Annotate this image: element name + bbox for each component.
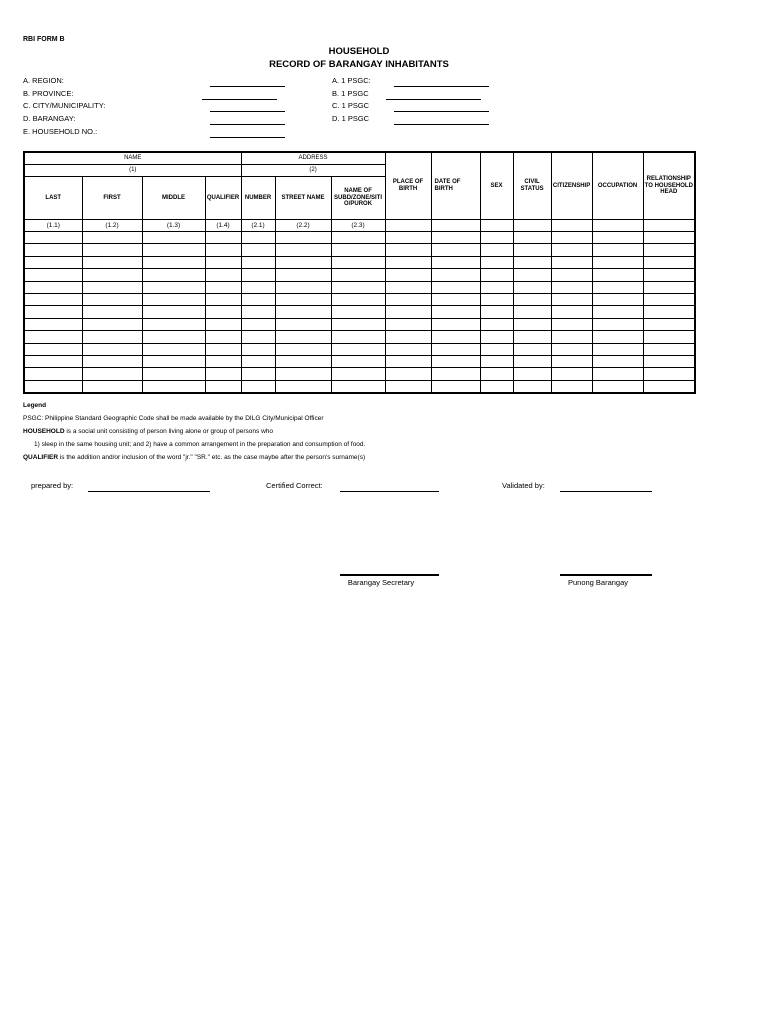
entry-cell[interactable] <box>331 232 385 244</box>
entry-cell[interactable] <box>142 306 205 318</box>
entry-cell[interactable] <box>513 318 551 330</box>
code-cell: (1.4) <box>205 220 241 232</box>
entry-cell[interactable] <box>431 355 480 367</box>
form-subtitle: RECORD OF BARANGAY INHABITANTS <box>269 59 449 70</box>
entry-cell[interactable] <box>592 318 643 330</box>
entry-cell[interactable] <box>513 306 551 318</box>
entry-cell[interactable] <box>385 281 431 293</box>
household-no-label: E. HOUSEHOLD NO.: <box>23 127 98 136</box>
code-cell: (1.2) <box>82 220 142 232</box>
entry-cell[interactable] <box>275 293 331 305</box>
entry-cell[interactable] <box>82 368 142 380</box>
legend-qualifier <box>23 454 365 461</box>
entry-cell[interactable] <box>592 256 643 268</box>
entry-cell[interactable] <box>82 281 142 293</box>
entry-cell[interactable] <box>82 269 142 281</box>
punong-barangay-label: Punong Barangay <box>567 578 629 587</box>
entry-cell[interactable] <box>480 380 513 393</box>
entry-cell[interactable] <box>275 380 331 393</box>
entry-cell[interactable] <box>385 318 431 330</box>
entry-cell[interactable] <box>513 343 551 355</box>
entry-cell[interactable] <box>431 331 480 343</box>
entry-cell[interactable] <box>241 380 275 393</box>
entry-cell[interactable] <box>431 256 480 268</box>
table-row <box>24 293 695 305</box>
entry-cell[interactable] <box>331 343 385 355</box>
table-row <box>24 331 695 343</box>
entry-cell[interactable] <box>275 331 331 343</box>
entry-cell[interactable] <box>513 269 551 281</box>
entry-cell[interactable] <box>82 293 142 305</box>
entry-cell[interactable] <box>82 318 142 330</box>
entry-cell[interactable] <box>592 368 643 380</box>
entry-cell[interactable] <box>431 380 480 393</box>
entry-cell[interactable] <box>275 355 331 367</box>
entry-cell[interactable] <box>24 355 82 367</box>
table-row <box>24 343 695 355</box>
entry-cell[interactable] <box>205 368 241 380</box>
entry-cell[interactable] <box>643 306 695 318</box>
entry-cell[interactable] <box>513 244 551 256</box>
entry-cell[interactable] <box>480 293 513 305</box>
entry-cell[interactable] <box>205 331 241 343</box>
entry-cell[interactable] <box>142 355 205 367</box>
entry-cell[interactable] <box>331 281 385 293</box>
entry-cell[interactable] <box>275 318 331 330</box>
code-cell: (2.3) <box>331 220 385 232</box>
entry-cell[interactable] <box>82 244 142 256</box>
entry-cell[interactable] <box>480 306 513 318</box>
legend-household <box>23 428 273 435</box>
entry-cell[interactable] <box>275 306 331 318</box>
punong-barangay-line[interactable] <box>560 574 652 576</box>
validated-by-label: Validated by: <box>502 481 545 490</box>
entry-cell[interactable] <box>551 331 592 343</box>
col-citizenship: CITIZENSHIP <box>551 152 592 220</box>
table-row <box>24 232 695 244</box>
entry-cell[interactable] <box>513 256 551 268</box>
entry-cell[interactable] <box>513 355 551 367</box>
col-last: LAST <box>24 177 82 220</box>
barangay-secretary-label: Barangay Secretary <box>347 578 415 587</box>
entry-cell[interactable] <box>331 355 385 367</box>
entry-cell[interactable] <box>385 269 431 281</box>
entry-cell[interactable] <box>241 343 275 355</box>
entry-cell[interactable] <box>551 256 592 268</box>
entry-cell[interactable] <box>142 281 205 293</box>
entry-cell[interactable] <box>331 293 385 305</box>
entry-cell[interactable] <box>142 244 205 256</box>
inhabitants-table <box>23 151 696 394</box>
form-id: RBI FORM B <box>23 36 65 43</box>
col-middle: MIDDLE <box>142 177 205 220</box>
entry-cell[interactable] <box>24 368 82 380</box>
entry-cell[interactable] <box>643 244 695 256</box>
entry-cell[interactable] <box>24 318 82 330</box>
code-cell: (1.3) <box>142 220 205 232</box>
entry-cell[interactable] <box>643 331 695 343</box>
entry-cell[interactable] <box>551 293 592 305</box>
entry-cell[interactable] <box>82 355 142 367</box>
entry-cell[interactable] <box>241 318 275 330</box>
entry-cell[interactable] <box>385 293 431 305</box>
entry-cell[interactable] <box>275 343 331 355</box>
entry-cell[interactable] <box>205 318 241 330</box>
entry-cell[interactable] <box>551 355 592 367</box>
entry-cell[interactable] <box>82 232 142 244</box>
entry-cell[interactable] <box>592 343 643 355</box>
entry-cell[interactable] <box>331 306 385 318</box>
entry-cell[interactable] <box>24 293 82 305</box>
entry-cell[interactable] <box>551 318 592 330</box>
prepared-by-label: prepared by: <box>31 481 74 490</box>
entry-cell[interactable] <box>431 244 480 256</box>
entry-cell[interactable] <box>205 281 241 293</box>
barangay-secretary-line[interactable] <box>340 574 439 576</box>
entry-cell[interactable] <box>431 281 480 293</box>
entry-cell[interactable] <box>82 343 142 355</box>
col-qualifier: QUALIFIER <box>205 177 241 220</box>
entry-cell[interactable] <box>24 331 82 343</box>
table-row <box>24 380 695 393</box>
entry-cell[interactable] <box>331 368 385 380</box>
entry-cell[interactable] <box>513 232 551 244</box>
col-date-of-birth: DATE OF BIRTH <box>431 152 480 220</box>
entry-cell[interactable] <box>592 269 643 281</box>
col-relationship: RELATIONSHIP TO HOUSEHOLD HEAD <box>643 152 695 220</box>
address-group-code: (2) <box>241 165 385 177</box>
entry-cell[interactable] <box>643 343 695 355</box>
household-definition: is a social unit consisting of person living alone or group of persons who <box>64 428 274 435</box>
entry-cell[interactable] <box>205 269 241 281</box>
legend-psgc: PSGC: Philippine Standard Geographic Code shall be made available by the DILG City/Municipal Officer <box>23 415 324 422</box>
entry-cell[interactable] <box>592 331 643 343</box>
entry-cell[interactable] <box>241 232 275 244</box>
entry-cell[interactable] <box>142 331 205 343</box>
entry-cell[interactable] <box>431 269 480 281</box>
entry-cell[interactable] <box>142 269 205 281</box>
entry-cell[interactable] <box>275 256 331 268</box>
entry-cell[interactable] <box>480 343 513 355</box>
province-psgc-field[interactable] <box>386 99 481 100</box>
entry-cell[interactable] <box>24 256 82 268</box>
entry-cell[interactable] <box>205 306 241 318</box>
household-no-field[interactable] <box>210 137 285 138</box>
entry-cell[interactable] <box>205 256 241 268</box>
entry-cell[interactable] <box>431 306 480 318</box>
entry-cell[interactable] <box>142 343 205 355</box>
table-row <box>24 318 695 330</box>
entry-cell[interactable] <box>643 355 695 367</box>
entry-cell[interactable] <box>275 244 331 256</box>
entry-cell[interactable] <box>551 269 592 281</box>
entry-cell[interactable] <box>385 256 431 268</box>
legend-title: Legend <box>23 402 47 409</box>
entry-cell[interactable] <box>241 355 275 367</box>
entry-cell[interactable] <box>643 232 695 244</box>
entry-cell[interactable] <box>480 256 513 268</box>
entry-cell[interactable] <box>513 281 551 293</box>
entry-cell[interactable] <box>431 293 480 305</box>
entry-cell[interactable] <box>385 380 431 393</box>
name-group-code: (1) <box>24 165 241 177</box>
entry-cell[interactable] <box>592 281 643 293</box>
entry-cell[interactable] <box>275 281 331 293</box>
entry-cell[interactable] <box>205 293 241 305</box>
entry-cell[interactable] <box>385 368 431 380</box>
prepared-by-line[interactable] <box>88 491 210 492</box>
entry-cell[interactable] <box>551 368 592 380</box>
entry-cell[interactable] <box>480 269 513 281</box>
province-field[interactable] <box>202 99 277 100</box>
entry-cell[interactable] <box>385 244 431 256</box>
col-street-name: STREET NAME <box>275 177 331 220</box>
entry-cell[interactable] <box>142 318 205 330</box>
entry-cell[interactable] <box>480 355 513 367</box>
entry-cell[interactable] <box>643 269 695 281</box>
entry-cell[interactable] <box>551 232 592 244</box>
entry-cell[interactable] <box>480 368 513 380</box>
entry-cell[interactable] <box>142 232 205 244</box>
table-row <box>24 355 695 367</box>
entry-cell[interactable] <box>142 368 205 380</box>
entry-cell[interactable] <box>513 293 551 305</box>
certified-correct-line[interactable] <box>340 491 439 492</box>
table-row <box>24 269 695 281</box>
entry-cell[interactable] <box>205 244 241 256</box>
entry-cell[interactable] <box>431 232 480 244</box>
entry-cell[interactable] <box>24 343 82 355</box>
entry-cell[interactable] <box>241 256 275 268</box>
entry-cell[interactable] <box>513 331 551 343</box>
entry-cell[interactable] <box>82 331 142 343</box>
qualifier-term: QUALIFIER <box>23 454 59 461</box>
entry-cell[interactable] <box>24 244 82 256</box>
col-sex: SEX <box>480 152 513 220</box>
entry-cell[interactable] <box>592 380 643 393</box>
entry-cell[interactable] <box>431 368 480 380</box>
entry-cell[interactable] <box>551 380 592 393</box>
code-cell: (2.2) <box>275 220 331 232</box>
table-row <box>24 256 695 268</box>
entry-cell[interactable] <box>241 281 275 293</box>
validated-by-line[interactable] <box>560 491 652 492</box>
entry-cell[interactable] <box>643 318 695 330</box>
entry-cell[interactable] <box>24 269 82 281</box>
entry-cell[interactable] <box>82 380 142 393</box>
entry-cell[interactable] <box>592 244 643 256</box>
entry-cell[interactable] <box>513 368 551 380</box>
entry-cell[interactable] <box>24 306 82 318</box>
certified-correct-label: Certified Correct: <box>266 481 323 490</box>
entry-cell[interactable] <box>82 306 142 318</box>
entry-cell[interactable] <box>24 232 82 244</box>
entry-cell[interactable] <box>82 256 142 268</box>
qualifier-definition: is the addition and/or inclusion of the word "jr." "SR." etc. as the case maybe after the person's surname(s) <box>58 454 366 461</box>
entry-cell[interactable] <box>331 244 385 256</box>
entry-cell[interactable] <box>592 232 643 244</box>
entry-cell[interactable] <box>205 343 241 355</box>
entry-cell[interactable] <box>592 293 643 305</box>
entry-cell[interactable] <box>385 355 431 367</box>
table-row <box>24 306 695 318</box>
entry-cell[interactable] <box>385 232 431 244</box>
col-place-of-birth: PLACE OF BIRTH <box>385 152 431 220</box>
city-psgc-field[interactable] <box>394 111 489 112</box>
entry-cell[interactable] <box>275 368 331 380</box>
city-psgc-label: C. 1 PSGC <box>332 101 370 110</box>
entry-cell[interactable] <box>551 343 592 355</box>
entry-cell[interactable] <box>142 293 205 305</box>
entry-cell[interactable] <box>331 380 385 393</box>
entry-cell[interactable] <box>592 355 643 367</box>
entry-cell[interactable] <box>331 331 385 343</box>
entry-cell[interactable] <box>592 306 643 318</box>
entry-cell[interactable] <box>241 331 275 343</box>
region-psgc-label: A. 1 PSGC: <box>332 76 371 85</box>
entry-cell[interactable] <box>643 281 695 293</box>
legend-household-cont: 1) sleep in the same housing unit; and 2) have a common arrangement in the preparation and consumption of food. <box>34 441 366 448</box>
entry-cell[interactable] <box>241 269 275 281</box>
entry-cell[interactable] <box>205 380 241 393</box>
barangay-field[interactable] <box>210 124 285 125</box>
entry-cell[interactable] <box>551 244 592 256</box>
entry-cell[interactable] <box>241 293 275 305</box>
entry-cell[interactable] <box>480 331 513 343</box>
col-subdivision: NAME OF SUBD/ZONE/SITI O/PUROK <box>331 177 385 220</box>
region-psgc-field[interactable] <box>394 86 489 87</box>
entry-cell[interactable] <box>205 355 241 367</box>
entry-cell[interactable] <box>513 380 551 393</box>
entry-cell[interactable] <box>480 244 513 256</box>
province-psgc-label: B. 1 PSGC <box>332 89 369 98</box>
col-civil-status: CIVIL STATUS <box>513 152 551 220</box>
entry-cell[interactable] <box>643 293 695 305</box>
barangay-label: D. BARANGAY: <box>23 114 76 123</box>
address-group-header: ADDRESS <box>241 152 385 165</box>
entry-cell[interactable] <box>431 318 480 330</box>
col-number: NUMBER <box>241 177 275 220</box>
entry-cell[interactable] <box>643 380 695 393</box>
entry-cell[interactable] <box>480 318 513 330</box>
code-cell: (2.1) <box>241 220 275 232</box>
entry-cell[interactable] <box>241 306 275 318</box>
entry-cell[interactable] <box>480 281 513 293</box>
name-group-header: NAME <box>24 152 241 165</box>
entry-cell[interactable] <box>385 343 431 355</box>
entry-cell[interactable] <box>385 306 431 318</box>
table-row <box>24 244 695 256</box>
entry-cell[interactable] <box>331 269 385 281</box>
city-label: C. CITY/MUNICIPALITY: <box>23 101 106 110</box>
region-field[interactable] <box>210 86 285 87</box>
entry-cell[interactable] <box>643 368 695 380</box>
household-term: HOUSEHOLD <box>23 428 65 435</box>
entry-cell[interactable] <box>142 256 205 268</box>
entry-cell[interactable] <box>551 306 592 318</box>
entry-cell[interactable] <box>24 380 82 393</box>
code-cell: (1.1) <box>24 220 82 232</box>
entry-cell[interactable] <box>205 232 241 244</box>
entry-cell[interactable] <box>431 343 480 355</box>
entry-cell[interactable] <box>24 281 82 293</box>
entry-cell[interactable] <box>275 232 331 244</box>
entry-cell[interactable] <box>275 269 331 281</box>
entry-cell[interactable] <box>331 318 385 330</box>
entry-cell[interactable] <box>241 244 275 256</box>
entry-cell[interactable] <box>331 256 385 268</box>
barangay-psgc-label: D. 1 PSGC <box>332 114 370 123</box>
table-row <box>24 368 695 380</box>
region-label: A. REGION: <box>23 76 64 85</box>
table-row <box>24 281 695 293</box>
entry-cell[interactable] <box>241 368 275 380</box>
entry-cell[interactable] <box>551 281 592 293</box>
form-title: HOUSEHOLD <box>328 46 390 57</box>
province-label: B. PROVINCE: <box>23 89 74 98</box>
col-first: FIRST <box>82 177 142 220</box>
entry-cell[interactable] <box>480 232 513 244</box>
barangay-psgc-field[interactable] <box>394 124 489 125</box>
entry-cell[interactable] <box>385 331 431 343</box>
entry-cell[interactable] <box>142 380 205 393</box>
col-occupation: OCCUPATION <box>592 152 643 220</box>
city-field[interactable] <box>210 111 285 112</box>
entry-cell[interactable] <box>643 256 695 268</box>
